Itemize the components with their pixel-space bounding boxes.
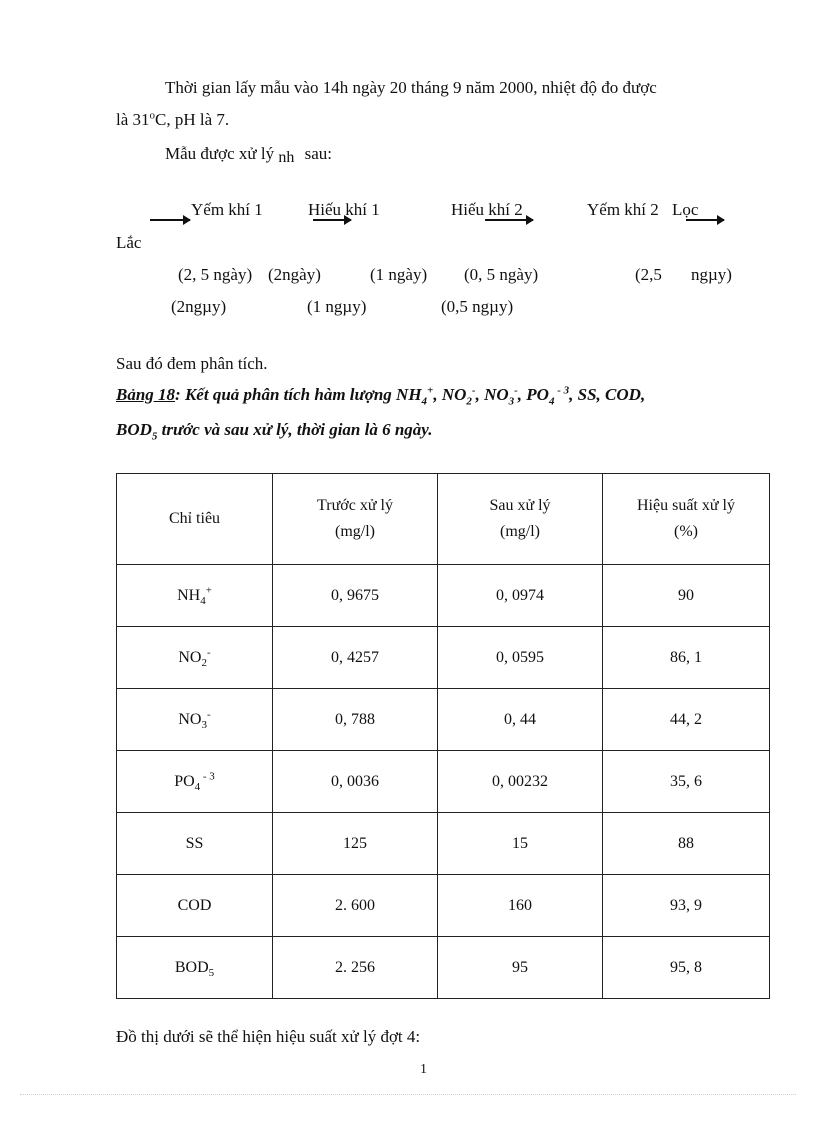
- flow-duration-6: (2ngµy): [171, 297, 227, 316]
- cell-after: 0, 0974: [438, 565, 603, 627]
- cell-after: 0, 0595: [438, 627, 603, 689]
- table-row: [117, 627, 770, 689]
- cell-efficiency: 95, 8: [603, 937, 770, 999]
- table-row: [117, 751, 770, 813]
- page-bottom-divider: [20, 1094, 796, 1095]
- chart-note: Đồ thị dưới sẽ thể hiện hiệu suất xử lý đợt 4:: [116, 1027, 421, 1046]
- cell-efficiency: 35, 6: [603, 751, 770, 813]
- cell-indicator: $NH_4^+$: [117, 565, 273, 627]
- header-indicator: Chỉ tiêu: [117, 474, 273, 565]
- cell-after: 15: [438, 813, 603, 875]
- table-row: [117, 937, 770, 999]
- cell-before: 0, 4257: [273, 627, 438, 689]
- paragraph-treatment-intro: Mẫu được xử lý nh sau:: [165, 144, 332, 166]
- cell-indicator: SS: [117, 813, 273, 875]
- cell-before: 2. 600: [273, 875, 438, 937]
- flow-step-filter: Lọc: [672, 200, 699, 219]
- flow-step-anaerobic-2: Yếm khí 2: [587, 200, 659, 219]
- header-after: Sau xử lý (mg/l): [438, 474, 603, 565]
- flow-duration-3: (1 ngày): [370, 265, 428, 284]
- results-table: [116, 473, 770, 999]
- flow-duration-1: (2, 5 ngày): [178, 265, 253, 284]
- table-caption-label: Bảng 18: [116, 385, 176, 404]
- cell-after: 0, 44: [438, 689, 603, 751]
- cell-after: 95: [438, 937, 603, 999]
- cell-efficiency: 44, 2: [603, 689, 770, 751]
- cell-indicator: COD: [117, 875, 273, 937]
- table-caption-line1: Bảng 18: Kết quả phân tích hàm lượng $NH_4^+$, $NO_2^-$, $NO_3^-$, $PO_4$ $^{- 3}$, SS, COD,: [116, 384, 646, 408]
- table-row: [117, 565, 770, 627]
- paragraph-analysis: Sau đó đem phân tích.: [116, 354, 268, 373]
- flow-duration-8: (0,5 ngµy): [441, 297, 514, 316]
- page-number: 1: [420, 1062, 427, 1077]
- header-before: Trước xử lý (mg/l): [273, 474, 438, 565]
- cell-indicator: $BOD_5$: [117, 937, 273, 999]
- cell-efficiency: 93, 9: [603, 875, 770, 937]
- flow-duration-5a: (2,5: [635, 265, 662, 284]
- cell-efficiency: 90: [603, 565, 770, 627]
- flow-duration-5b: ngµy): [691, 265, 732, 284]
- flow-step-anaerobic-1: Yếm khí 1: [191, 200, 263, 219]
- cell-indicator: $PO_4$ $^{- 3}$: [117, 751, 273, 813]
- table-row: [117, 689, 770, 751]
- paragraph-sample-time-line2: là 31$^o$C, pH là 7.: [116, 109, 230, 129]
- flow-step-aerobic-2: Hiếu khí 2: [451, 200, 523, 219]
- table-caption-line2: $BOD_5$ trước và sau xử lý, thời gian là 6 ngày.: [116, 420, 433, 443]
- cell-before: 0, 0036: [273, 751, 438, 813]
- flow-duration-7: (1 ngµy): [307, 297, 367, 316]
- cell-before: 125: [273, 813, 438, 875]
- flow-step-shake: Lắc: [116, 233, 142, 252]
- flow-arrow-1: [150, 219, 190, 221]
- header-efficiency: Hiệu suất xử lý (%): [603, 474, 770, 565]
- paragraph-sample-time-line1: Thời gian lấy mẫu vào 14h ngày 20 tháng 9 năm 2000, nhiệt độ đo được: [165, 78, 657, 97]
- table-row: [117, 813, 770, 875]
- cell-before: 0, 788: [273, 689, 438, 751]
- table-row: [117, 875, 770, 937]
- cell-efficiency: 86, 1: [603, 627, 770, 689]
- cell-indicator: $NO_3^-$: [117, 689, 273, 751]
- cell-before: 2. 256: [273, 937, 438, 999]
- cell-after: 0, 00232: [438, 751, 603, 813]
- flow-duration-2: (2ngày): [268, 265, 321, 284]
- table-header-row: [117, 474, 770, 565]
- flow-step-aerobic-1: Hiếu khí 1: [308, 200, 380, 219]
- cell-efficiency: 88: [603, 813, 770, 875]
- cell-before: 0, 9675: [273, 565, 438, 627]
- cell-indicator: $NO_2^-$: [117, 627, 273, 689]
- flow-duration-4: (0, 5 ngày): [464, 265, 539, 284]
- cell-after: 160: [438, 875, 603, 937]
